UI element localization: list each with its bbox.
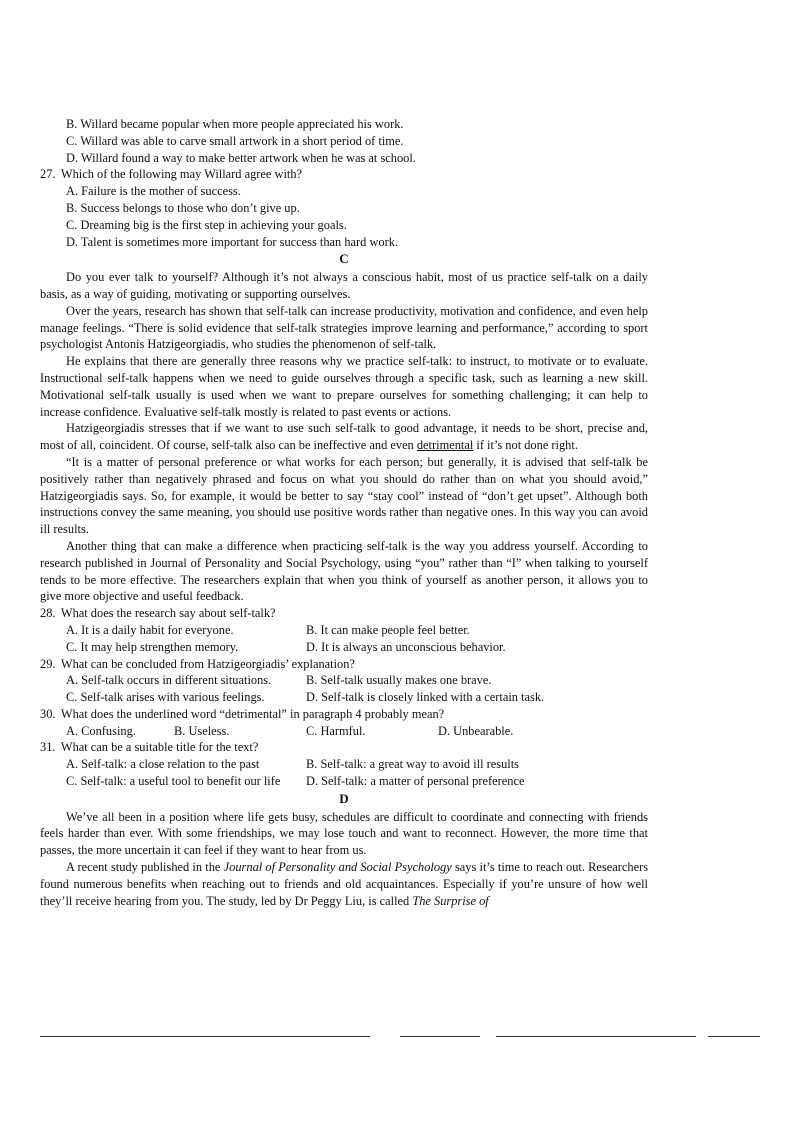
section-c-paragraph-5: “It is a matter of personal preference or what works for each person; but generally, it is advised that self-talk be positively rather than negatively phrased and focus on what you should do rather than on what you should avoid,” Hatzigeorgiadis says. So, for example, it would be better to say “stay cool” instead of “don’t get upset”. Although both instructions convey the same meaning, you should use positive words rather than negative ones. In this way you can avoid ill results. [40, 454, 648, 537]
q26-option-c: C. Willard was able to carve small artwork in a short period of time. [66, 133, 404, 148]
p4-text-after: if it’s not done right. [473, 438, 578, 453]
q30-option-a: A. Confusing. [66, 723, 136, 738]
footer-line-3 [496, 1036, 696, 1037]
footer-line-2 [400, 1036, 480, 1037]
q31-option-c: C. Self-talk: a useful tool to benefit our life [66, 774, 281, 789]
section-c-paragraph-1: Do you ever talk to yourself? Although it’s not always a conscious habit, most of us practice self-talk on a daily basis, as a way of guiding, motivating or supporting ourselves. [40, 270, 648, 301]
q27-option-d: D. Talent is sometimes more important for success than hard work. [66, 234, 398, 249]
q26-option-b: B. Willard became popular when more people appreciated his work. [66, 117, 404, 131]
q31-text: What can be a suitable title for the text? [60, 740, 259, 755]
section-c-paragraph-4 [40, 420, 648, 454]
q27-text: Which of the following may Willard agree with? [60, 167, 303, 182]
q27-number: 27. [40, 167, 56, 182]
q31-option-b: B. Self-talk: a great way to avoid ill results [306, 757, 520, 772]
q28-option-b: B. It can make people feel better. [306, 622, 470, 637]
q30-text: What does the underlined word “detrimental” in paragraph 4 probably mean? [60, 706, 445, 721]
q31-options-row-1 [40, 756, 648, 773]
underlined-word-detrimental: detrimental [416, 438, 474, 453]
q30-option-b: B. Useless. [174, 723, 230, 738]
q30-options-row [40, 723, 648, 740]
q29-text: What can be concluded from Hatzigeorgiadis’ explanation? [60, 656, 355, 671]
section-c-paragraph-6: Another thing that can make a difference when practicing self-talk is the way you address yourself. According to research published in Journal of Personality and Social Psychology, using “you” rather than “I” when talking to yourself tends to be more effective. The researchers explain that when you think of yourself as another person, it allows you to give more objective and useful feedback. [40, 538, 648, 604]
page-content [40, 116, 648, 909]
q29-question [40, 656, 648, 673]
q29-options-row-2 [40, 689, 648, 706]
q26-option-d: D. Willard found a way to make better artwork when he was at school. [66, 150, 416, 165]
footer-rule [40, 1036, 760, 1038]
section-d-paragraph-1: We’ve all been in a position where life gets busy, schedules are difficult to coordinate and connecting with friends feels harder than ever. With some friendships, we may lose touch and want to reconnect. However, the more time that passes, the more uncertain it can feel if they want to hear from us. [40, 809, 648, 858]
q28-option-c: C. It may help strengthen memory. [66, 639, 239, 654]
q31-option-d: D. Self-talk: a matter of personal preference [306, 774, 525, 789]
q28-options-row-2 [40, 639, 648, 656]
q27-option-b: B. Success belongs to those who don’t give up. [66, 200, 300, 215]
q29-number: 29. [40, 656, 56, 671]
q30-option-c: C. Harmful. [306, 723, 366, 738]
q30-number: 30. [40, 706, 56, 721]
q29-option-b: B. Self-talk usually makes one brave. [306, 673, 492, 688]
footer-line-1 [40, 1036, 370, 1037]
section-d-heading: D [339, 790, 349, 806]
p4-text-before: Hatzigeorgiadis stresses that if we want to use such self-talk to good advantage, it needs to be short, precise and, most of all, coincident. Of course, self-talk also can be ineffective and even [40, 421, 648, 453]
q27-option-a: A. Failure is the mother of success. [66, 184, 241, 199]
q30-question [40, 706, 648, 723]
q28-option-d: D. It is always an unconscious behavior. [306, 639, 506, 654]
q29-option-a: A. Self-talk occurs in different situations. [66, 673, 272, 688]
q31-option-a: A. Self-talk: a close relation to the past [66, 757, 260, 772]
q28-question [40, 605, 648, 622]
p2-text-b: says it’s time to reach out. Researchers found numerous benefits when reaching out to friends and old acquaintances. Especially if you’re unsure of how well they’ll receive hearing from you. The study, led by Dr Peggy Liu, is called [40, 860, 649, 908]
q31-options-row-2 [40, 773, 648, 790]
q29-option-c: C. Self-talk arises with various feelings. [66, 690, 265, 705]
q27-option-c: C. Dreaming big is the first step in achieving your goals. [66, 217, 347, 232]
q29-options-row-1 [40, 672, 648, 689]
q30-option-d: D. Unbearable. [438, 723, 514, 738]
q31-question [40, 739, 648, 756]
q31-number: 31. [40, 740, 56, 755]
section-c-paragraph-2: Over the years, research has shown that self-talk can increase productivity, motivation and confidence, and even help manage feelings. “There is solid evidence that self-talk strategies improve learning and performance,” according to sport psychologist Antonis Hatzigeorgiadis, who studies the phenomenon of self-talk. [40, 303, 648, 352]
q29-option-d: D. Self-talk is closely linked with a certain task. [306, 690, 545, 705]
q27-question [40, 166, 648, 183]
section-c-paragraph-3: He explains that there are generally three reasons why we practice self-talk: to instruct, to motivate or to evaluate. Instructional self-talk happens when we need to guide ourselves through a specific task, such as learning a new skill. Motivational self-talk usually is used when we want to prepare ourselves for something challenging; it can help to increase confidence. Evaluative self-talk mostly is related to past events or actions. [40, 354, 648, 419]
section-c-heading: C [339, 251, 349, 267]
q28-text: What does the research say about self-talk? [60, 606, 276, 621]
q28-option-a: A. It is a daily habit for everyone. [66, 622, 234, 637]
journal-name: Journal of Personality and Social Psychology [223, 860, 452, 875]
q28-number: 28. [40, 606, 56, 621]
study-title: The Surprise of [412, 893, 489, 908]
footer-line-4 [708, 1036, 760, 1037]
section-d-paragraph-2 [40, 859, 648, 909]
q28-options-row-1 [40, 622, 648, 639]
p2-text-a: A recent study published in the [66, 860, 224, 875]
